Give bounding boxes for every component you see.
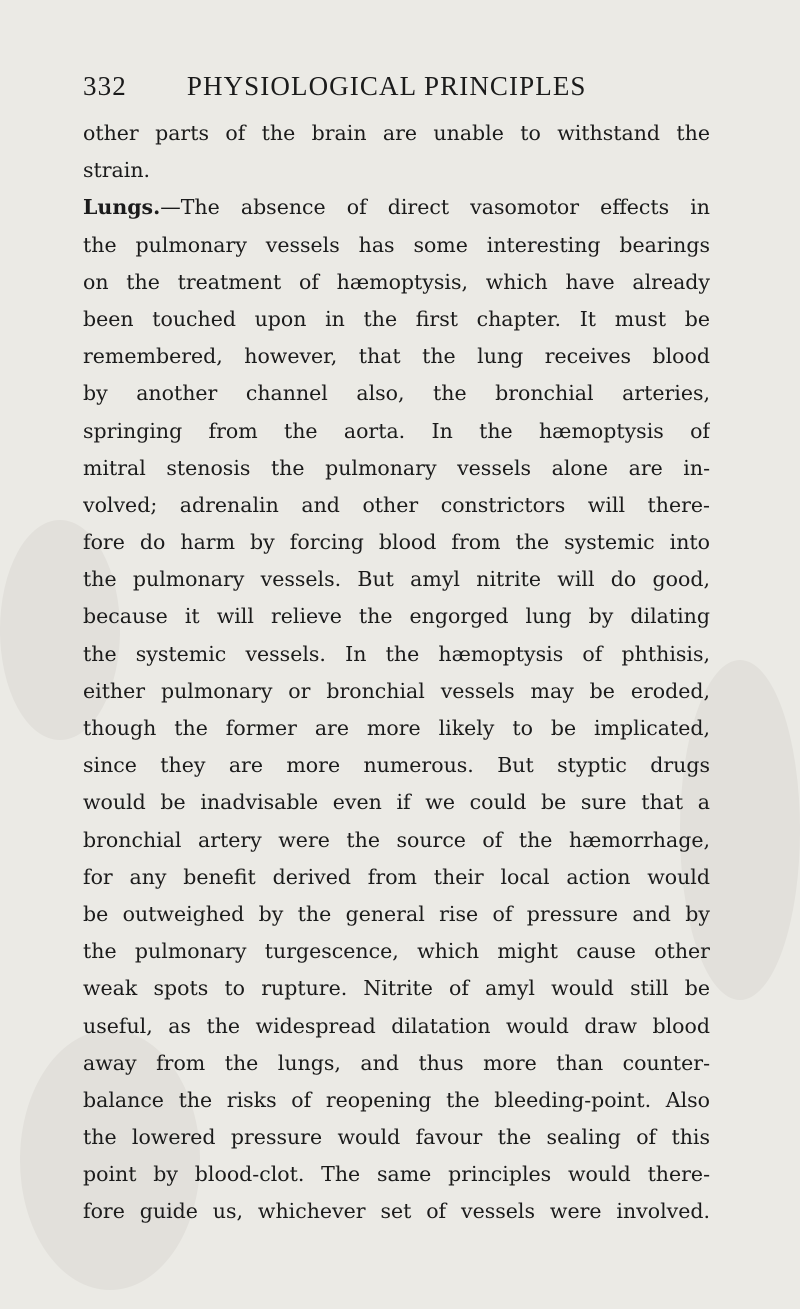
text-line: either pulmonary or bronchial vessels may be eroded, [83, 678, 710, 703]
text-line: point by blood-clot. The same principles would there- [83, 1162, 710, 1187]
text-line: bronchial artery were the source of the hæmorrhage, [83, 827, 710, 852]
text-line: remembered, however, that the lung receives blood [83, 344, 710, 369]
text-line: weak spots to rupture. Nitrite of amyl would still be [83, 976, 710, 1001]
text-line: the systemic vessels. In the hæmoptysis of phthisis, [83, 641, 710, 666]
text-line: the pulmonary turgescence, which might cause other [83, 939, 710, 964]
text-line: fore do harm by forcing blood from the systemic into [83, 530, 710, 555]
text-line: mitral stenosis the pulmonary vessels alone are in- [83, 455, 710, 480]
running-head: PHYSIOLOGICAL PRINCIPLES [186, 71, 587, 101]
text-line: other parts of the brain are unable to withstand the [83, 121, 710, 145]
text-line-continuation: —The absence of direct vasomotor effects in [160, 195, 710, 220]
text-line: the pulmonary vessels. But amyl nitrite will do good, [83, 567, 710, 592]
text-line: useful, as the widespread dilatation would draw blood [83, 1013, 710, 1038]
text-line: because it will relieve the engorged lung by dilating [83, 604, 710, 629]
text-line: though the former are more likely to be implicated, [83, 716, 710, 740]
text-line: be outweighed by the general rise of pressure and by [83, 901, 710, 926]
body-text [83, 115, 710, 1231]
text-line: the lowered pressure would favour the sealing of this [83, 1125, 710, 1150]
text-line: been touched upon in the first chapter. It must be [83, 306, 710, 331]
text-line: on the treatment of hæmoptysis, which have already [83, 269, 710, 294]
text-line: the pulmonary vessels has some interesting bearings [83, 232, 710, 257]
section-heading-lungs: Lungs. [83, 195, 161, 220]
text-line: for any benefit derived from their local action would [83, 864, 710, 889]
text-line: strain. [83, 158, 151, 183]
text-line: springing from the aorta. In the hæmoptysis of [83, 418, 710, 443]
text-line: would be inadvisable even if we could be sure that a [83, 790, 710, 815]
text-line: away from the lungs, and thus more than counter- [83, 1050, 710, 1075]
text-line: since they are more numerous. But styptic drugs [83, 753, 710, 778]
text-line: fore guide us, whichever set of vessels were involved. [83, 1199, 710, 1224]
text-line: balance the risks of reopening the bleeding-point. Also [83, 1087, 710, 1112]
text-line: volved; adrenalin and other constrictors will there- [83, 492, 710, 517]
page-header [83, 68, 643, 104]
page-number: 332 [83, 71, 127, 101]
text-line: by another channel also, the bronchial arteries, [83, 381, 710, 406]
section-line-lungs [83, 189, 710, 226]
